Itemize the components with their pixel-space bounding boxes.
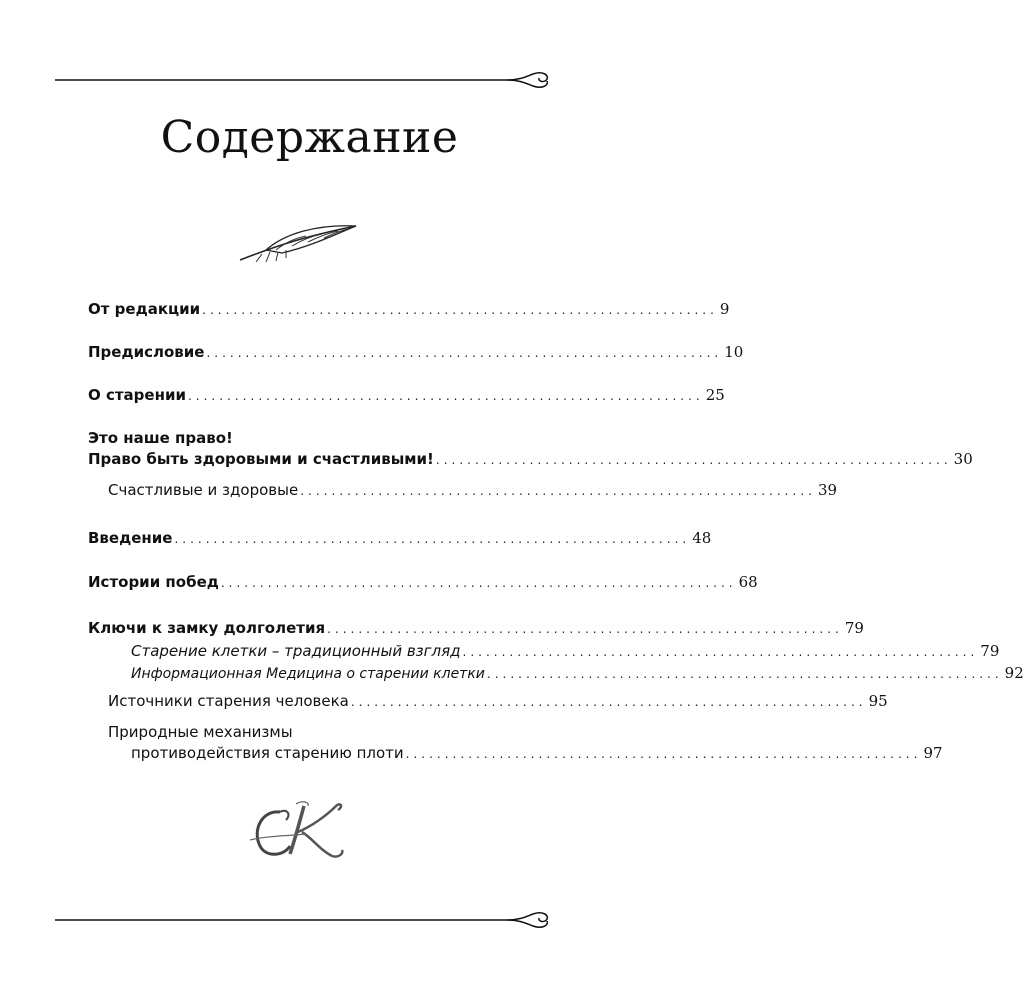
- toc-label: Право быть здоровыми и счастливыми!: [88, 450, 434, 468]
- leader-dots: ..................................................................: [435, 453, 952, 467]
- toc-label: Истории побед: [88, 573, 219, 591]
- toc-entry-happy[interactable]: [108, 479, 838, 501]
- toc-page-number: 79: [980, 642, 1000, 660]
- toc-entry-stories[interactable]: [88, 571, 758, 593]
- toc-label: О старении: [88, 386, 186, 404]
- toc-entry-info-medicine[interactable]: [131, 662, 1024, 684]
- toc-label: От редакции: [88, 300, 201, 318]
- toc-page-number: 97: [923, 744, 943, 762]
- leader-dots: ..................................................................: [462, 645, 979, 659]
- leader-dots: ..................................................................: [202, 303, 718, 317]
- toc-page-number: 9: [719, 300, 730, 318]
- toc-entry-keys[interactable]: [88, 617, 864, 639]
- toc-entry-editorial[interactable]: [88, 298, 730, 320]
- toc-label: Предисловие: [88, 343, 205, 361]
- leader-dots: ..................................................................: [174, 532, 691, 546]
- leader-dots: ..................................................................: [187, 389, 704, 403]
- toc-label: Источники старения человека: [108, 692, 349, 710]
- toc-label: Введение: [88, 529, 173, 547]
- toc-entry-aging[interactable]: [88, 384, 725, 406]
- toc-heading-line: Природные механизмы: [108, 723, 293, 741]
- leader-dots: ..................................................................: [206, 346, 723, 360]
- toc-page-number: 95: [868, 692, 888, 710]
- toc-label: Счастливые и здоровые: [108, 481, 299, 499]
- toc-entry-preface[interactable]: [88, 341, 744, 363]
- monogram-logo: [246, 796, 356, 866]
- page-title: Содержание: [160, 112, 459, 163]
- toc-heading-line: Это наше право!: [88, 429, 233, 447]
- leader-dots: ..................................................................: [486, 667, 1003, 681]
- toc-page-number: 30: [953, 450, 973, 468]
- toc-label: Старение клетки – традиционный взгляд: [131, 642, 461, 660]
- toc-entry-cell-aging[interactable]: [131, 640, 1000, 662]
- leader-dots: ..................................................................: [220, 576, 737, 590]
- toc-page-number: 68: [738, 573, 758, 591]
- toc-label: Ключи к замку долголетия: [88, 619, 326, 637]
- toc-label: Информационная Медицина о старении клетки: [131, 666, 485, 682]
- toc-page-number: 92: [1004, 664, 1024, 682]
- bottom-ornament-rule: [55, 908, 555, 932]
- toc-entry-right[interactable]: [88, 448, 973, 470]
- toc-entry-sources[interactable]: [108, 690, 888, 712]
- toc-page-number: 10: [724, 343, 744, 361]
- leader-dots: ..................................................................: [300, 484, 816, 498]
- toc-entry-intro[interactable]: [88, 527, 712, 549]
- toc-page-number: 48: [692, 529, 712, 547]
- toc-page-number: 79: [844, 619, 864, 637]
- toc-entry-natural[interactable]: [131, 742, 943, 764]
- toc-page-number: 39: [817, 481, 838, 499]
- leader-dots: ..................................................................: [405, 747, 922, 761]
- leader-dots: ..................................................................: [350, 695, 867, 709]
- toc-page-number: 25: [705, 386, 725, 404]
- leader-dots: ..................................................................: [327, 622, 843, 636]
- toc-label: противодействия старению плоти: [131, 744, 404, 762]
